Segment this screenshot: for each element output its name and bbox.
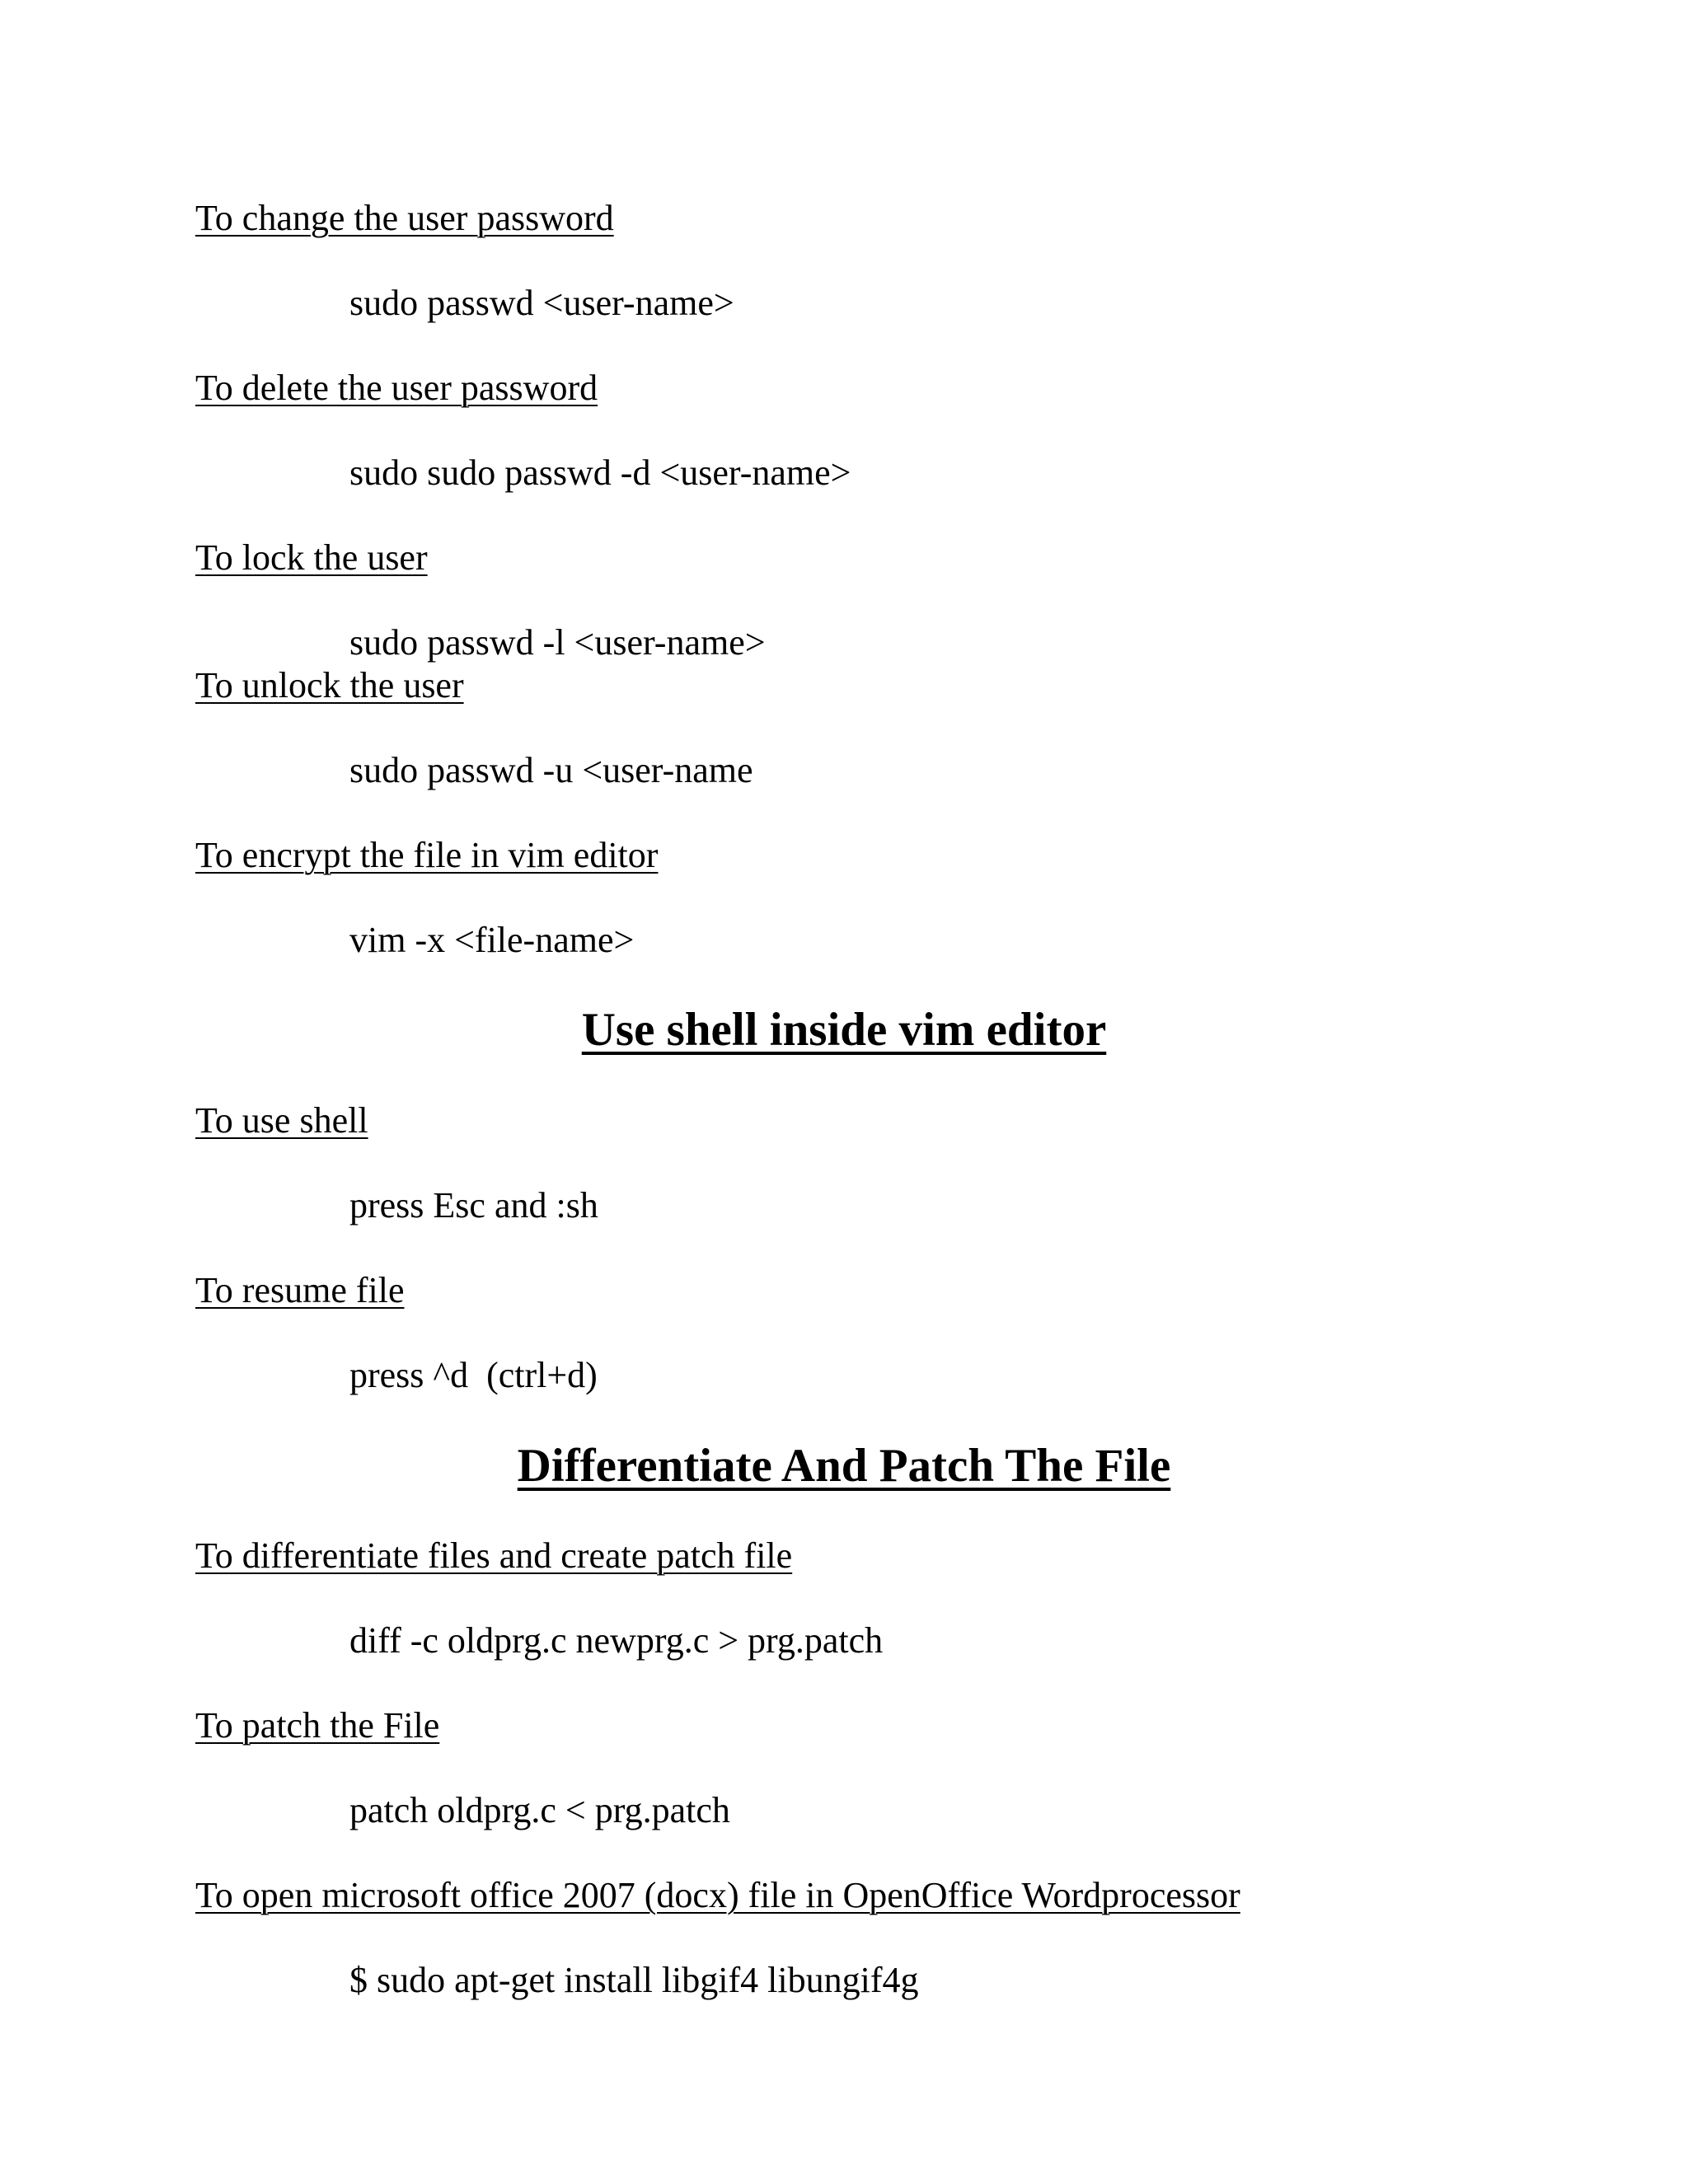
- unlock-user-command: sudo passwd -u <user-name: [349, 750, 753, 790]
- encrypt-file-label: To encrypt the file in vim editor: [195, 835, 659, 875]
- lock-user-label: To lock the user: [195, 537, 428, 578]
- open-docx-label: To open microsoft office 2007 (docx) file in OpenOffice Wordprocessor: [195, 1875, 1240, 1915]
- patch-file-label: To patch the File: [195, 1705, 440, 1746]
- diff-files-command: diff -c oldprg.c newprg.c > prg.patch: [349, 1620, 884, 1661]
- resume-file-label: To resume file: [195, 1270, 405, 1310]
- lock-user-command: sudo passwd -l <user-name>: [349, 622, 766, 663]
- section-heading-diff-patch: Differentiate And Patch The File: [517, 1440, 1171, 1492]
- encrypt-file-command: vim -x <file-name>: [349, 920, 635, 960]
- change-password-label: To change the user password: [195, 198, 614, 238]
- section-heading-vim-shell: Use shell inside vim editor: [581, 1004, 1107, 1056]
- delete-password-command: sudo sudo passwd -d <user-name>: [349, 452, 851, 493]
- diff-files-label: To differentiate files and create patch file: [195, 1535, 793, 1576]
- delete-password-label: To delete the user password: [195, 368, 598, 408]
- resume-file-command: press ^d (ctrl+d): [349, 1355, 598, 1395]
- use-shell-command: press Esc and :sh: [349, 1185, 598, 1226]
- unlock-user-label: To unlock the user: [195, 665, 464, 705]
- patch-file-command: patch oldprg.c < prg.patch: [349, 1790, 730, 1830]
- change-password-command: sudo passwd <user-name>: [349, 283, 734, 323]
- open-docx-command: $ sudo apt-get install libgif4 libungif4g: [349, 1960, 919, 2000]
- use-shell-label: To use shell: [195, 1100, 368, 1141]
